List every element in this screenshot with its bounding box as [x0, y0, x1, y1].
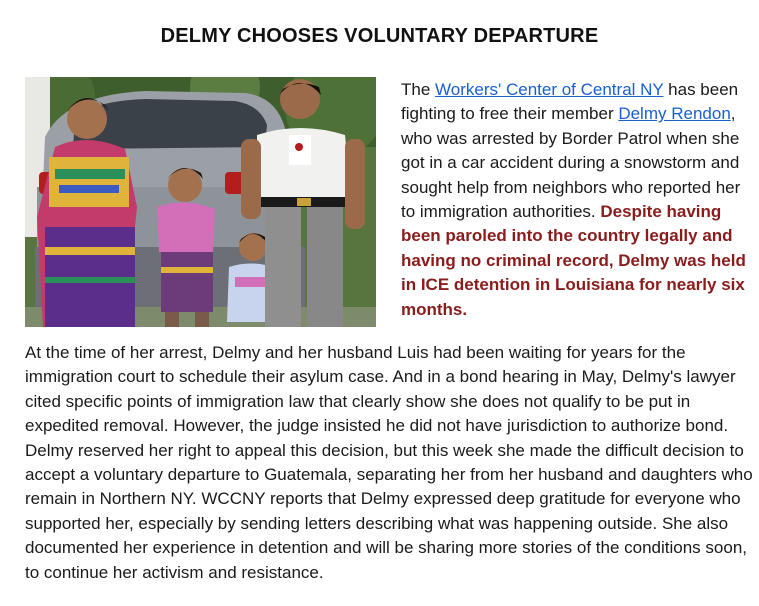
- emphasis-text: Despite having been paroled into the country legally and having no criminal record, Delmy was held in ICE detention in Louisiana for nearly six months.: [401, 202, 746, 319]
- intro-text-3: , who was arrested by Border Patrol when she got in a car accident during a snowstorm and sought help from neighbors who reported her to immigration authorities.: [401, 104, 741, 222]
- family-photo: [25, 77, 376, 327]
- intro-paragraph: [401, 78, 753, 322]
- delmy-rendon-link[interactable]: Delmy Rendon: [618, 104, 731, 124]
- intro-text-1: The: [401, 80, 436, 99]
- workers-center-link[interactable]: Workers' Center of Central NY: [435, 80, 664, 99]
- intro-text-2: has been fighting to free their member: [401, 80, 739, 124]
- body-paragraph: At the time of her arrest, Delmy and her husband Luis had been waiting for years for the immigration court to schedule their asylum case. And in a bond hearing in May, Delmy's lawyer cited specific points of immigration law that clearly show she does not qualify to be put in expedited removal. However, the judge insisted he did not have jurisdiction to authorize bond. Delmy reserved her right to appeal this decision, but this week she made the difficult decision to accept a voluntary departure to Guatemala, separating her from her husband and daughters who remain in Northern NY. WCCNY reports that Delmy expressed deep gratitude for everyone who supported her, especially by sending letters describing what was happening outside. She also documented her experience in detention and will be sharing more stories of the conditions soon, to continue her activism and resistance.: [25, 343, 753, 582]
- family-photo-illustration: [25, 77, 376, 327]
- page-title: DELMY CHOOSES VOLUNTARY DEPARTURE: [160, 25, 599, 47]
